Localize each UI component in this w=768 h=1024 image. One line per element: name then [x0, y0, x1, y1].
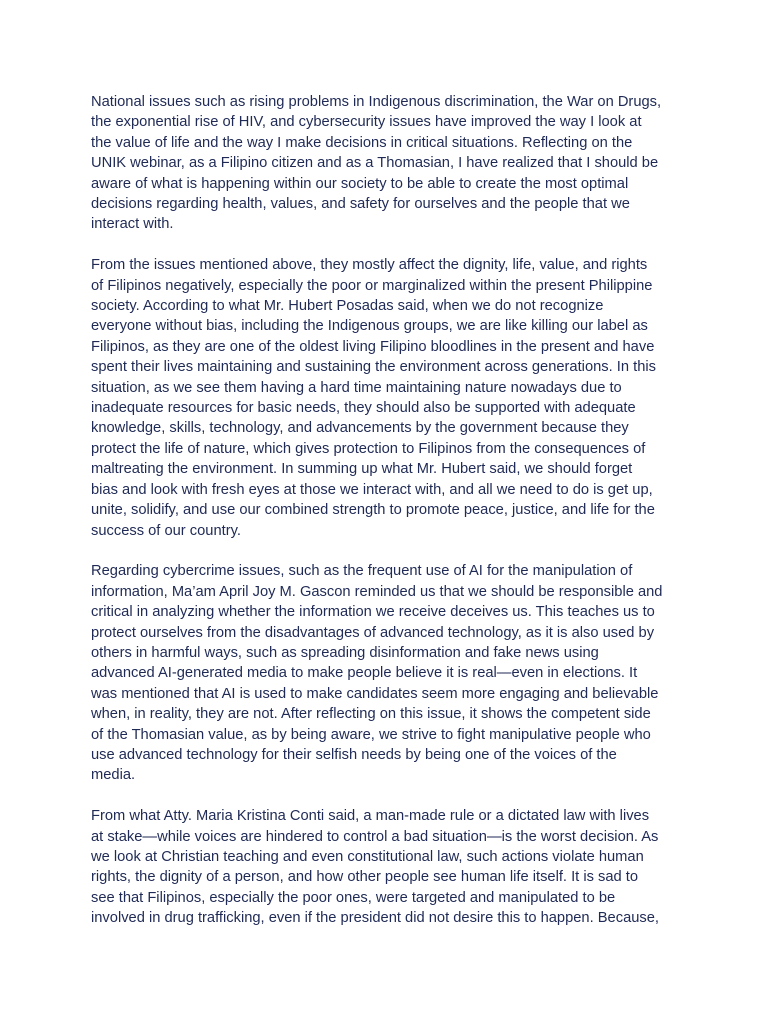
text-line: National issues such as rising problems in Indigenous discrimination, the War on Drugs, — [91, 94, 662, 110]
text-line: use advanced technology for their selfish needs by being one of the voices of the — [91, 746, 617, 763]
text-line: From the issues mentioned above, they mostly affect the dignity, life, value, and rights — [91, 257, 648, 274]
text-line: at stake—while voices are hindered to control a bad situation—is the worst decision. As — [91, 828, 659, 845]
text-line: see that Filipinos, especially the poor ones, were targeted and manipulated to be — [91, 889, 616, 906]
text-line: everyone without bias, including the Indigenous groups, we are like killing our label as — [91, 318, 648, 335]
text-line: others in harmful ways, such as spreading disinformation and fake news using — [91, 644, 599, 661]
text-line: protect the life of nature, which gives protection to Filipinos from the consequences of — [91, 440, 646, 457]
text-line: of Filipinos negatively, especially the poor or marginalized within the present Philippine — [91, 277, 653, 294]
paragraph-4 — [91, 806, 681, 928]
text-line: From what Atty. Maria Kristina Conti said, a man-made rule or a dictated law with lives — [91, 808, 650, 825]
text-line: the exponential rise of HIV, and cybersecurity issues have improved the way I look at — [91, 114, 642, 131]
text-line: the value of life and the way I make decisions in critical situations. Reflecting on the — [91, 134, 633, 151]
text-line: Regarding cybercrime issues, such as the frequent use of AI for the manipulation of — [91, 563, 633, 580]
text-line: involved in drug trafficking, even if the president did not desire this to happen. Because, — [91, 910, 660, 927]
text-line: bias and look with fresh eyes at those we interact with, and all we need to do is get up, — [91, 481, 653, 498]
text-line: of the Thomasian value, as by being aware, we strive to fight manipulative people who — [91, 726, 651, 743]
text-line: knowledge, skills, technology, and advancements by the government because they — [91, 420, 629, 437]
text-line: interact with. — [91, 216, 174, 233]
document-body — [91, 92, 681, 949]
text-line: aware of what is happening within our society to be able to create the most optimal — [91, 175, 629, 192]
paragraph-3 — [91, 561, 681, 785]
text-line: was mentioned that AI is used to make candidates seem more engaging and believable — [91, 685, 659, 702]
text-line: spent their lives maintaining and sustaining the environment across generations. In this — [91, 359, 656, 376]
text-line: information, Ma’am April Joy M. Gascon reminded us that we should be responsible and — [91, 583, 663, 600]
text-line: decisions regarding health, values, and safety for ourselves and the people that we — [91, 196, 630, 213]
paragraph-2 — [91, 255, 681, 541]
text-line: critical in analyzing whether the information we receive deceives us. This teaches us to — [91, 604, 655, 621]
text-line: maltreating the environment. In summing up what Mr. Hubert said, we should forget — [91, 461, 633, 478]
text-line: situation, as we see them having a hard time maintaining nature nowadays due to — [91, 379, 622, 396]
text-line: media. — [91, 767, 136, 784]
text-line: unite, solidify, and use our combined strength to promote peace, justice, and life for the — [91, 502, 655, 519]
text-line: rights, the dignity of a person, and how other people see human life itself. It is sad to — [91, 869, 639, 886]
text-line: inadequate resources for basic needs, they should also be supported with adequate — [91, 400, 636, 417]
text-line: UNIK webinar, as a Filipino citizen and as a Thomasian, I have realized that I should be — [91, 155, 659, 172]
text-line: we look at Christian teaching and even constitutional law, such actions violate human — [91, 848, 644, 865]
text-line: success of our country. — [91, 522, 241, 539]
paragraph-1 — [91, 92, 681, 235]
text-line: society. According to what Mr. Hubert Posadas said, when we do not recognize — [91, 298, 604, 315]
text-line: Filipinos, as they are one of the oldest living Filipino bloodlines in the present and have — [91, 338, 655, 355]
text-line: protect ourselves from the disadvantages of advanced technology, as it is also used by — [91, 624, 655, 641]
text-line: advanced AI-generated media to make people believe it is real—even in elections. It — [91, 665, 638, 682]
text-line: when, in reality, they are not. After reflecting on this issue, it shows the competent side — [91, 706, 651, 723]
